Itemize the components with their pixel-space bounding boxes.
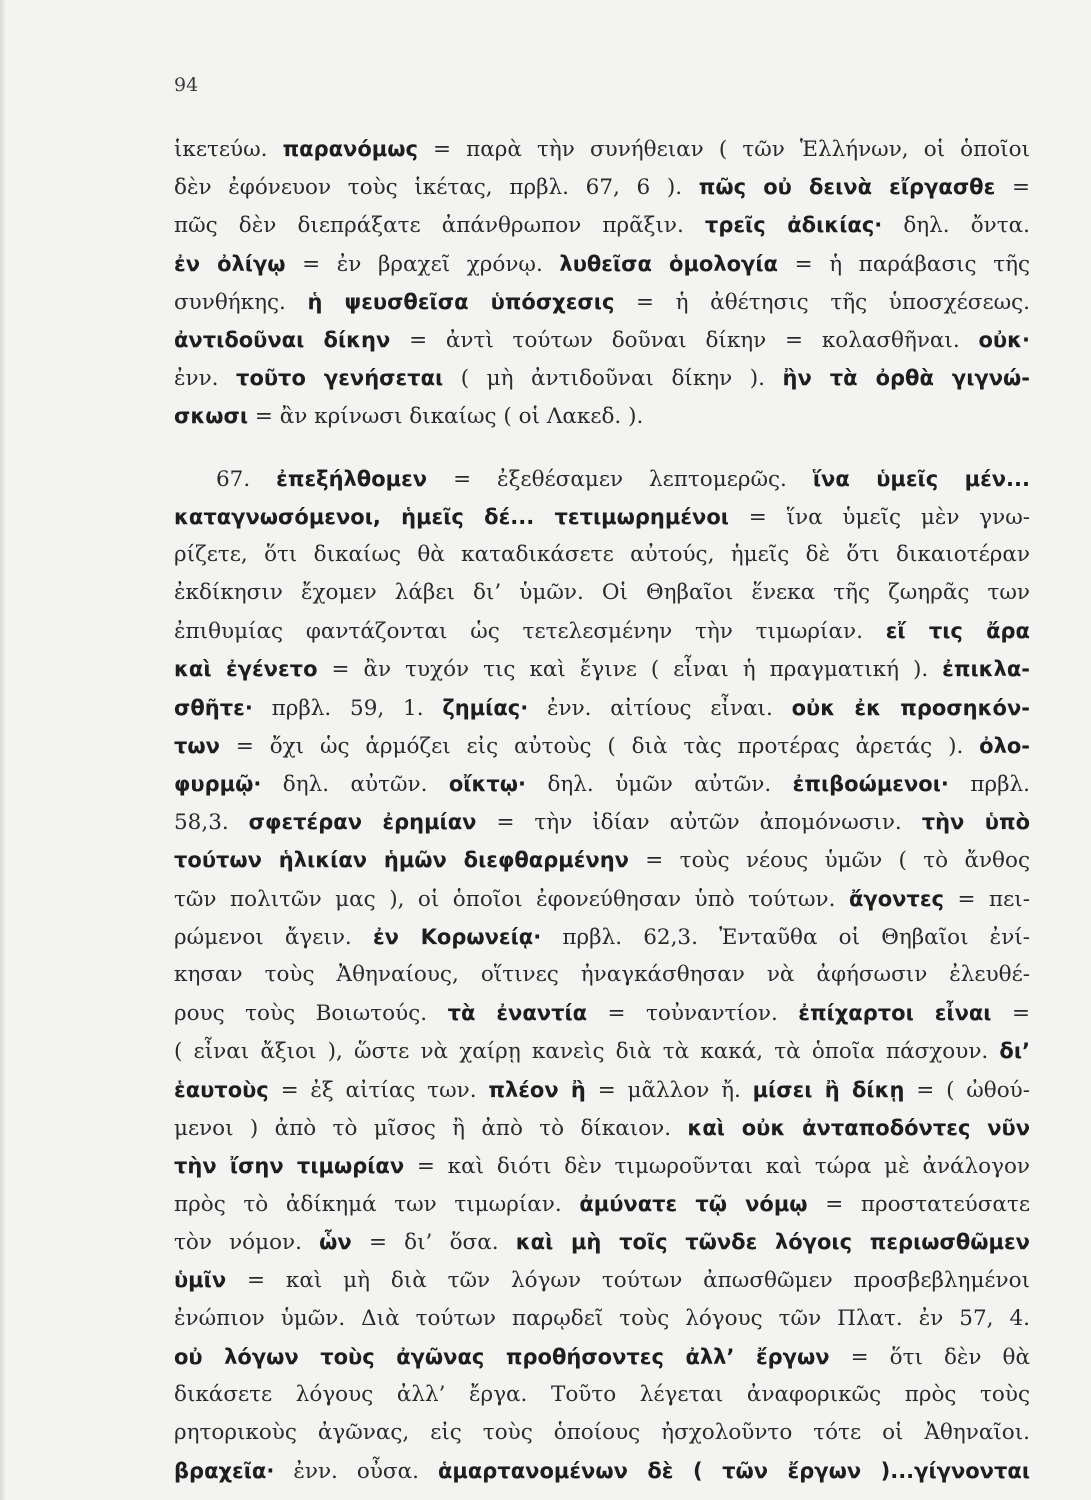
gloss-text: συνθήκης. [174,289,308,315]
lemma-bold: λυθεῖσα ὁμολογία [559,251,778,276]
gloss-text: = τοὺς νέους ὑμῶν ( τὸ ἄνθος [628,848,1030,874]
gloss-text: ἐνώπιον ὑμῶν. Διὰ τούτων παρῳδεῖ τοὺς λόγους τῶν Πλατ. ἐν 57, 4. [174,1305,1030,1331]
text-line [174,1338,1030,1376]
text-line [174,803,1030,841]
gloss-text: ρητορικοὺς ἀγῶνας, εἰς τοὺς ὁποίους ἠσχολοῦντο τότε οἱ Ἀθηναῖοι. [174,1420,1030,1446]
text-line [174,727,1030,765]
gloss-text: = ἐν βραχεῖ χρόνῳ. [285,251,560,277]
lemma-bold: τρεῖς ἀδικίας· [704,213,883,238]
gloss-text: δηλ. ὑμῶν αὐτῶν. [526,772,793,797]
lemma-bold: των [174,733,220,758]
lemma-bold: καὶ οὐκ ἀνταποδόντες νῦν [687,1115,1030,1140]
text-line [174,1071,1030,1109]
gloss-text: = καὶ διότι δὲν τιμωροῦνται καὶ τώρα μὲ ἀνάλογον [404,1153,1030,1179]
text-line [174,1223,1030,1261]
gloss-text: πρβλ. [948,772,1030,797]
text-line [174,650,1030,688]
text-line [174,130,1030,168]
lemma-bold: εἴ τις ἄρα [885,619,1030,644]
gloss-text: πρὸς τὸ ἀδίκημά των τιμωρίαν. [174,1192,580,1218]
gloss-text: δηλ. αὐτῶν. [261,772,449,797]
gloss-text: = μᾶλλον ἤ. [585,1077,753,1103]
text-line [174,880,1030,918]
lemma-bold: πῶς οὐ δεινὰ εἴργασθε [698,175,996,200]
gloss-text: μενοι ) ἀπὸ τὸ μῖσος ἢ ἀπὸ τὸ δίκαιον. [174,1115,688,1141]
lemma-bold: ἐπίχαρτοι εἶναι [798,1001,992,1026]
lemma-bold: οὐ λόγων τοὺς ἀγῶνας προθήσοντες ἀλλ’ ἔργων [174,1344,830,1369]
text-line [174,245,1030,283]
lemma-bold: τὰ ἐναντία [447,1001,588,1026]
text-line [174,397,1030,435]
lemma-bold: ὑμῖν [174,1268,227,1293]
gloss-text: = [995,175,1030,201]
lemma-bold: σφετέραν ἐρημίαν [248,810,477,835]
text-line [174,1452,1030,1490]
gloss-text: δηλ. ὄντα. [882,213,1030,239]
gloss-text: = ἂν τυχόν τις καὶ ἔγινε ( εἶναι ἡ πραγματική ). [317,657,943,683]
lemma-bold: ζημίας· [442,695,529,720]
text-line [174,689,1030,727]
lemma-bold: καὶ μὴ τοῖς τῶνδε λόγοις περιωσθῶμεν [515,1230,1030,1255]
gloss-text: πρβλ. 62,3. Ἐνταῦθα οἱ Θηβαῖοι ἐνί- [541,924,1030,950]
lemma-bold: σθῆτε· [174,695,253,720]
gloss-text: ρους τοὺς Βοιωτούς. [174,1001,448,1027]
commentary-text [174,130,1030,1491]
gloss-text: ἐνν. [174,366,237,392]
text-line [174,168,1030,206]
text-line [174,1109,1030,1147]
gloss-text: ρίζετε, ὅτι δικαίως θὰ καταδικάσετε αὐτούς, ἡμεῖς δὲ ὅτι δικαιοτέραν [174,541,1030,567]
gloss-text: τῶν πολιτῶν μας ), οἱ ὁποῖοι ἐφονεύθησαν ὑπὸ τούτων. [174,886,849,912]
gloss-text: ἱκετεύω. [174,137,283,162]
gloss-text: = ἀντὶ τούτων δοῦναι δίκην = κολασθῆναι. [390,327,979,353]
text-line [174,1147,1030,1185]
text-line [174,1414,1030,1452]
gloss-text: = [991,1001,1030,1027]
lemma-bold: ἑαυτοὺς [174,1077,269,1102]
lemma-bold: ἵνα ὑμεῖς μέν... [812,466,1030,491]
lemma-bold: ἐπικλα- [942,657,1030,682]
lemma-bold: οὐκ· [978,327,1030,352]
lemma-bold: τὴν ὑπὸ [921,810,1031,835]
gloss-text: ἐνν. οὖσα. [274,1459,438,1485]
gloss-text: = καὶ μὴ διὰ τῶν λόγων τούτων ἀπωσθῶμεν προσβεβλημένοι [226,1268,1030,1294]
lemma-bold: οὐκ ἐκ προσηκόν- [791,695,1030,720]
text-line [174,206,1030,244]
gloss-text: ἐπιθυμίας φαντάζονται ὡς τετελεσμένην τὴν τιμωρίαν. [174,619,886,645]
gloss-text: ( εἶναι ἄξιοι ), ὥστε νὰ χαίρῃ κανεὶς διὰ τὰ κακά, τὰ ὁποῖα πάσχουν. [174,1039,1000,1065]
gloss-text: = ( ὠθού- [904,1077,1031,1103]
lemma-bold: ἡ ψευσθεῖσα ὑπόσχεσις [307,289,615,314]
text-line [174,612,1030,650]
lemma-bold: ἄγοντες [848,886,944,911]
lemma-bold: ἢν τὰ ὀρθὰ γιγνώ- [782,366,1030,391]
gloss-text: = τὴν ἰδίαν αὐτῶν ἀπομόνωσιν. [476,810,922,836]
gloss-text: = ὄχι ὡς ἁρμόζει εἰς αὐτοὺς ( διὰ τὰς προτέρας ἀρετάς ). [219,733,980,759]
gloss-text: τὸν νόμον. [174,1230,320,1256]
gloss-text: ( μὴ ἀντιδοῦναι δίκην ). [443,366,783,392]
text-line [174,956,1030,994]
text-line [174,1032,1030,1070]
lemma-bold: ἁμαρτανομένων δὲ ( τῶν ἔργων )...γίγνονται [437,1459,1030,1484]
lemma-bold: φυρμῷ· [174,772,262,796]
lemma-bold: βραχεῖα· [174,1459,275,1484]
lemma-bold: ἐν Κορωνείᾳ· [372,924,542,949]
lemma-bold: μίσει ἢ δίκῃ [752,1077,905,1102]
text-line [174,994,1030,1032]
lemma-bold: τοῦτο γενήσεται [236,366,444,391]
page-edge-shadow [0,0,6,1500]
gloss-text: = ἐξεθέσαμεν λεπτομερῶς. [427,466,813,492]
text-line [174,283,1030,321]
gloss-text: πρβλ. 59, 1. [252,695,443,721]
gloss-text: κησαν τοὺς Ἀθηναίους, οἵτινες ἠναγκάσθησαν νὰ ἀφήσωσιν ἐλευθέ- [174,961,1030,987]
text-line [174,841,1030,879]
gloss-text: δὲν ἐφόνευον τοὺς ἱκέτας, πρβλ. 67, 6 ). [174,175,699,201]
gloss-text: = πει- [943,886,1030,912]
gloss-text: = τοὐναντίον. [587,1001,799,1027]
gloss-text: = ὅτι δὲν θὰ [829,1344,1030,1370]
gloss-text: = παρὰ τὴν συνήθειαν ( τῶν Ἑλλήνων, οἱ ὁποῖοι [417,137,1030,162]
gloss-text: πῶς δὲν διεπράξατε ἀπάνθρωπον πρᾶξιν. [174,213,705,239]
text-line [174,1185,1030,1223]
lemma-bold: ἐπεξήλθομεν [276,466,428,491]
gloss-text: = ἡ παράβασις τῆς [777,251,1031,277]
lemma-bold: σκωσι [174,404,249,429]
lemma-bold: ἐν ὀλίγῳ [174,251,286,276]
lemma-bold: ἀμύνατε τῷ νόμῳ [579,1192,808,1217]
lemma-bold: πλέον ἢ [488,1077,586,1102]
gloss-text: ἐνν. αἰτίους εἶναι. [528,695,792,721]
text-line [174,1300,1030,1338]
lemma-bold: ὧν [319,1230,352,1255]
text-line [174,359,1030,397]
text-line [174,460,1030,498]
lemma-bold: καταγνωσόμενοι, ἡμεῖς δέ... τετιμωρημένοι [174,504,729,529]
gloss-text: = ἂν κρίνωσι δικαίως ( οἱ Λακεδ. ). [248,404,644,430]
lemma-bold: τὴν ἴσην τιμωρίαν [174,1153,405,1178]
gloss-text: = ἐξ αἰτίας των. [268,1077,489,1103]
gloss-text: ρώμενοι ἄγειν. [174,924,373,950]
gloss-text: ἐκδίκησιν ἔχομεν λάβει δι’ ὑμῶν. Οἱ Θηβαῖοι ἕνεκα τῆς ζωηρᾶς των [174,580,1030,606]
gloss-text: δικάσετε λόγους ἀλλ’ ἔργα. Τοῦτο λέγεται ἀναφορικῶς πρὸς τοὺς [174,1382,1030,1407]
text-line [174,321,1030,359]
lemma-bold: ἀντιδοῦναι δίκην [174,327,391,352]
lemma-bold: ἐπιβοώμενοι· [792,772,949,796]
gloss-text: = ἵνα ὑμεῖς μὲν γνω- [728,504,1031,530]
gloss-text: 67. [216,466,277,492]
text-line [174,1376,1030,1414]
lemma-bold: καὶ ἐγένετο [174,657,318,682]
lemma-bold: τούτων ἡλικίαν ἡμῶν διεφθαρμένην [174,848,629,873]
gloss-text: = προστατεύσατε [807,1192,1030,1218]
text-line [174,574,1030,612]
text-line [174,498,1030,536]
gloss-text: = δι’ ὅσα. [351,1230,516,1256]
text-line [174,918,1030,956]
text-line [174,536,1030,574]
text-line [174,765,1030,803]
lemma-bold: δι’ [999,1039,1030,1064]
gloss-text: 58,3. [174,810,249,836]
gloss-text: = ἡ ἀθέτησις τῆς ὑποσχέσεως. [614,289,1030,315]
text-line [174,1261,1030,1299]
lemma-bold: παρανόμως [282,137,418,161]
page-number: 94 [174,74,199,96]
lemma-bold: οἴκτῳ· [448,772,527,796]
lemma-bold: ὀλο- [979,733,1030,758]
